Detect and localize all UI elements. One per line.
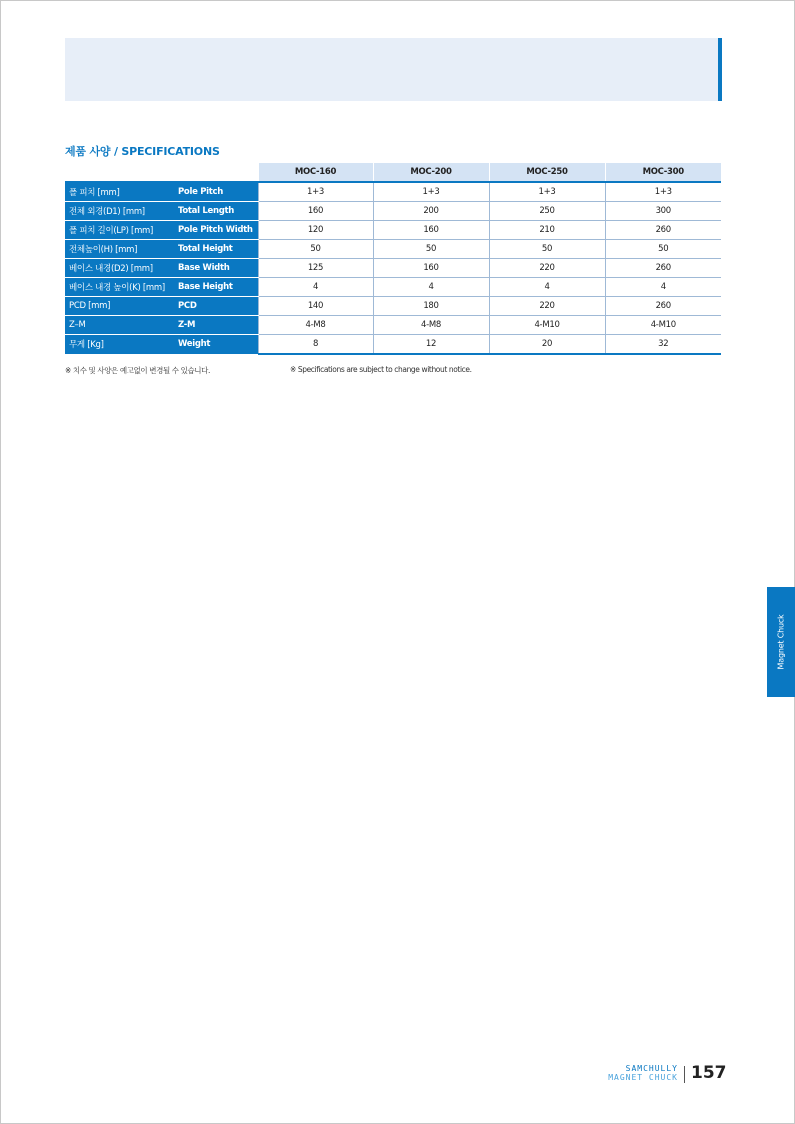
table-row [65, 259, 721, 278]
table-cell: 32 [605, 335, 721, 355]
table-cell: 4 [489, 278, 605, 297]
row-label-english: Pole Pitch [178, 182, 258, 202]
row-label-korean: Z–M [65, 316, 178, 335]
row-label-english: PCD [178, 297, 258, 316]
table-row [65, 240, 721, 259]
row-label-english: Pole Pitch Width [178, 221, 258, 240]
table-cell: 4-M8 [373, 316, 489, 335]
specifications-table [65, 163, 721, 355]
table-row [65, 182, 721, 202]
table-row [65, 202, 721, 221]
table-cell: 260 [605, 221, 721, 240]
header-accent-bar [718, 38, 722, 101]
row-label-korean: PCD [mm] [65, 297, 178, 316]
table-cell: 260 [605, 297, 721, 316]
table-cell: 4 [258, 278, 373, 297]
table-cell: 50 [373, 240, 489, 259]
row-label-english: Total Length [178, 202, 258, 221]
table-cell: 120 [258, 221, 373, 240]
side-tab-magnet-chuck[interactable] [767, 587, 795, 697]
table-cell: 160 [258, 202, 373, 221]
table-cell: 4 [605, 278, 721, 297]
brand-logo [560, 1064, 678, 1082]
model-header: MOC-200 [373, 163, 489, 182]
table-cell: 160 [373, 259, 489, 278]
table-cell: 50 [605, 240, 721, 259]
table-cell: 200 [373, 202, 489, 221]
table-cell: 140 [258, 297, 373, 316]
row-label-korean: 폴 피치 길이(LP) [mm] [65, 221, 178, 240]
model-header: MOC-160 [258, 163, 373, 182]
table-cell: 12 [373, 335, 489, 355]
table-cell: 300 [605, 202, 721, 221]
note-english: ※ Specifications are subject to change without notice. [290, 365, 472, 374]
table-row [65, 316, 721, 335]
table-header-row [65, 163, 721, 182]
table-cell: 220 [489, 297, 605, 316]
row-label-korean: 베이스 내경 높이(K) [mm] [65, 278, 178, 297]
table-cell: 50 [258, 240, 373, 259]
model-header: MOC-250 [489, 163, 605, 182]
section-title: 제품 사양 / SPECIFICATIONS [65, 145, 220, 158]
note-korean: ※ 치수 및 사양은 예고없이 변경될 수 있습니다. [65, 366, 210, 375]
table-cell: 20 [489, 335, 605, 355]
table-row [65, 278, 721, 297]
brand-line-2: MAGNET CHUCK [608, 1073, 678, 1082]
table-cell: 180 [373, 297, 489, 316]
table-cell: 125 [258, 259, 373, 278]
row-label-english: Base Width [178, 259, 258, 278]
side-tab-label: Magnet Chuck [776, 614, 786, 670]
row-label-korean: 전체 외경(D1) [mm] [65, 202, 178, 221]
table-cell: 1+3 [373, 182, 489, 202]
table-cell: 4 [373, 278, 489, 297]
header-band [65, 38, 718, 101]
table-cell: 210 [489, 221, 605, 240]
model-header: MOC-300 [605, 163, 721, 182]
row-label-english: Base Height [178, 278, 258, 297]
table-cell: 220 [489, 259, 605, 278]
header-blank-cell [65, 163, 258, 182]
footer-divider [684, 1066, 685, 1083]
table-row [65, 297, 721, 316]
table-cell: 1+3 [605, 182, 721, 202]
row-label-korean: 베이스 내경(D2) [mm] [65, 259, 178, 278]
table-cell: 1+3 [258, 182, 373, 202]
table-cell: 250 [489, 202, 605, 221]
row-label-korean: 폴 피치 [mm] [65, 182, 178, 202]
table-cell: 50 [489, 240, 605, 259]
row-label-korean: 무게 [Kg] [65, 335, 178, 355]
table-cell: 4-M8 [258, 316, 373, 335]
brand-line-1: SAMCHULLY [625, 1064, 678, 1073]
table-row [65, 221, 721, 240]
table-cell: 1+3 [489, 182, 605, 202]
table-cell: 160 [373, 221, 489, 240]
row-label-english: Z-M [178, 316, 258, 335]
table-cell: 260 [605, 259, 721, 278]
table-cell: 8 [258, 335, 373, 355]
table-cell: 4-M10 [489, 316, 605, 335]
row-label-english: Total Height [178, 240, 258, 259]
table-row [65, 335, 721, 355]
row-label-korean: 전체높이(H) [mm] [65, 240, 178, 259]
row-label-english: Weight [178, 335, 258, 355]
table-cell: 4-M10 [605, 316, 721, 335]
page-number: 157 [691, 1063, 727, 1083]
